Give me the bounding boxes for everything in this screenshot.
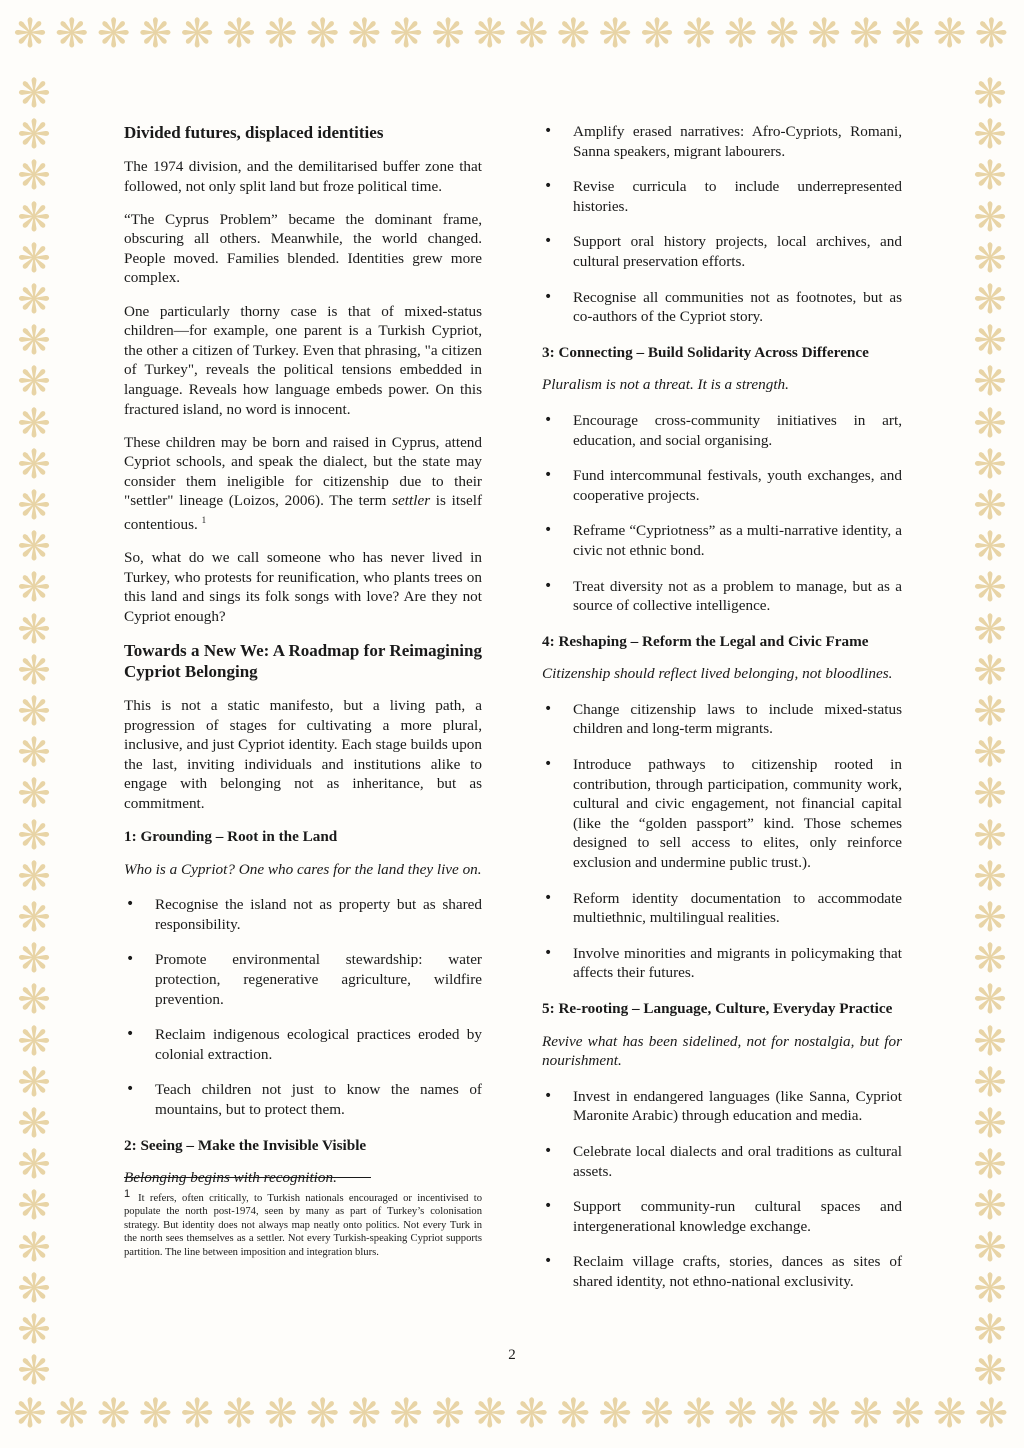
floral-motif-icon: ❋ bbox=[17, 812, 51, 859]
floral-motif-icon: ❋ bbox=[973, 812, 1007, 859]
floral-motif-icon: ❋ bbox=[17, 771, 51, 818]
floral-motif-icon: ❋ bbox=[17, 1183, 51, 1230]
footnote-divider bbox=[124, 1177, 371, 1178]
floral-motif-icon: ❋ bbox=[305, 1391, 340, 1437]
floral-motif-icon: ❋ bbox=[556, 11, 591, 57]
floral-motif-icon: ❋ bbox=[264, 11, 298, 57]
floral-motif-icon: ❋ bbox=[932, 1391, 967, 1437]
list-item: • Encourage cross-community initiatives in art, education, and social organising. bbox=[542, 411, 902, 450]
floral-motif-icon: ❋ bbox=[17, 524, 51, 571]
list-item: • Introduce pathways to citizenship rooted in contribution, through participation, community work, cultural and civic engagement, not financial capital (like the “golden passport” kind. Those schemes designed to sell access to elites, only reinforce exclusion and undermine public trust.). bbox=[542, 755, 902, 873]
stage-lead: Who is a Cypriot? One who cares for the land they live on. bbox=[124, 860, 482, 878]
floral-motif-icon: ❋ bbox=[347, 1391, 382, 1437]
floral-motif-icon: ❋ bbox=[17, 1142, 51, 1189]
list-item: • Reclaim village crafts, stories, dances as sites of shared identity, not ethno-national exclusivity. bbox=[542, 1252, 902, 1291]
floral-motif-icon: ❋ bbox=[891, 11, 925, 57]
floral-motif-icon: ❋ bbox=[431, 11, 465, 57]
footnote bbox=[124, 1188, 482, 1259]
floral-motif-icon: ❋ bbox=[17, 441, 51, 488]
floral-motif-icon: ❋ bbox=[222, 11, 256, 57]
list-item: • Invest in endangered languages (like Sanna, Cypriot Maronite Arabic) through education and media. bbox=[542, 1087, 902, 1126]
stage-heading: 5: Re-rooting – Language, Culture, Everyday Practice bbox=[542, 1000, 893, 1017]
floral-motif-icon: ❋ bbox=[473, 1391, 507, 1437]
floral-motif-icon: ❋ bbox=[17, 730, 51, 777]
floral-motif-icon: ❋ bbox=[973, 483, 1007, 529]
list-item: • Amplify erased narratives: Afro-Cypriots, Romani, Sanna speakers, migrant labourers. bbox=[542, 122, 902, 161]
list-item: • Recognise all communities not as footnotes, but as co-authors of the Cypriot story. bbox=[542, 288, 902, 327]
floral-motif-icon: ❋ bbox=[514, 1391, 549, 1437]
stage-3-list bbox=[542, 411, 902, 616]
floral-motif-icon: ❋ bbox=[973, 441, 1007, 488]
floral-motif-icon: ❋ bbox=[17, 400, 51, 447]
floral-motif-icon: ❋ bbox=[973, 112, 1007, 159]
floral-motif-icon: ❋ bbox=[17, 235, 51, 282]
floral-motif-icon: ❋ bbox=[222, 1391, 256, 1437]
floral-motif-icon: ❋ bbox=[17, 1307, 51, 1353]
floral-motif-icon: ❋ bbox=[973, 936, 1007, 983]
floral-motif-icon: ❋ bbox=[96, 11, 131, 57]
floral-motif-icon: ❋ bbox=[17, 1224, 51, 1271]
footnote-text: It refers, often critically, to Turkish nationals encouraged or incentivised to populate the north post-1974, seen by many as part of Turkey’s colonisation strategy. But identity does not always map neatly onto politics. Not every Turk in the north sees themselves as a settler. Not every Turkish-speaking Cypriot supports partition. The line between imposition and integration blurs. bbox=[124, 1193, 482, 1258]
list-item: • Fund intercommunal festivals, youth exchanges, and cooperative projects. bbox=[542, 466, 902, 505]
floral-motif-icon: ❋ bbox=[17, 606, 51, 653]
floral-motif-icon: ❋ bbox=[598, 1391, 632, 1437]
floral-motif-icon: ❋ bbox=[973, 153, 1007, 200]
paragraph: These children may be born and raised in Cyprus, attend Cypriot schools, and speak the dialect, but the state may consider them ineligible for citizenship due to their "settler" lineage (Loizos, 2006). The term settler is itself contentious. $^1$ bbox=[124, 433, 483, 534]
floral-motif-icon: ❋ bbox=[55, 1391, 89, 1437]
footnote-reference[interactable]: 1 bbox=[201, 515, 207, 525]
floral-motif-icon: ❋ bbox=[973, 1307, 1007, 1353]
decorative-border-top bbox=[0, 6, 1024, 62]
floral-motif-icon: ❋ bbox=[973, 895, 1007, 941]
floral-motif-icon: ❋ bbox=[973, 853, 1007, 900]
floral-motif-icon: ❋ bbox=[17, 112, 51, 159]
stage-5-list bbox=[542, 1087, 902, 1292]
paragraph: “The Cyprus Problem” became the dominant frame, obscuring all others. Meanwhile, the world changed. People moved. Families blended. Identities grew more complex. bbox=[124, 210, 482, 287]
stage-1-list bbox=[124, 895, 482, 1119]
floral-motif-icon: ❋ bbox=[389, 1391, 423, 1437]
floral-motif-icon: ❋ bbox=[17, 565, 51, 612]
list-item: • Recognise the island not as property but as shared responsibility. bbox=[124, 895, 482, 934]
list-item: • Reframe “Cypriotness” as a multi-narrative identity, a civic not ethnic bond. bbox=[542, 521, 902, 560]
paragraph: This is not a static manifesto, but a living path, a progression of stages for cultivating a more plural, inclusive, and just Cypriot identity. Each stage builds upon the last, inviting individuals and institutions alike to engage with belonging not as inheritance, but as commitment. bbox=[124, 697, 482, 812]
floral-motif-icon: ❋ bbox=[180, 1391, 214, 1437]
list-item: • Support oral history projects, local archives, and cultural preservation efforts. bbox=[542, 232, 902, 271]
floral-motif-icon: ❋ bbox=[598, 11, 632, 57]
floral-motif-icon: ❋ bbox=[17, 153, 51, 200]
floral-motif-icon: ❋ bbox=[973, 1348, 1007, 1386]
floral-motif-icon: ❋ bbox=[849, 1391, 883, 1437]
floral-motif-icon: ❋ bbox=[765, 1391, 800, 1437]
list-item: • Involve minorities and migrants in policymaking that affects their futures. bbox=[542, 944, 902, 983]
decorative-border-left bbox=[6, 62, 62, 1386]
stage-heading: 1: Grounding – Root in the Land bbox=[124, 828, 338, 846]
floral-motif-icon: ❋ bbox=[973, 1183, 1007, 1230]
stage-4-list bbox=[542, 700, 902, 983]
floral-motif-icon: ❋ bbox=[96, 1391, 131, 1437]
floral-motif-icon: ❋ bbox=[473, 11, 507, 57]
floral-motif-icon: ❋ bbox=[974, 11, 1009, 57]
floral-motif-icon: ❋ bbox=[973, 647, 1007, 694]
floral-motif-icon: ❋ bbox=[305, 11, 340, 57]
floral-motif-icon: ❋ bbox=[180, 11, 214, 57]
floral-motif-icon: ❋ bbox=[55, 11, 89, 57]
floral-motif-icon: ❋ bbox=[973, 524, 1007, 571]
floral-motif-icon: ❋ bbox=[973, 977, 1007, 1024]
floral-motif-icon: ❋ bbox=[973, 1059, 1007, 1106]
list-item: • Change citizenship laws to include mixed-status children and long-term migrants. bbox=[542, 700, 902, 739]
floral-motif-icon: ❋ bbox=[723, 11, 758, 57]
floral-motif-icon: ❋ bbox=[973, 277, 1007, 323]
list-item: • Reclaim indigenous ecological practices eroded by colonial extraction. bbox=[124, 1025, 482, 1064]
floral-motif-icon: ❋ bbox=[138, 1391, 173, 1437]
floral-motif-icon: ❋ bbox=[17, 1265, 51, 1312]
floral-motif-icon: ❋ bbox=[17, 853, 51, 900]
floral-motif-icon: ❋ bbox=[138, 11, 173, 57]
stage-lead: Pluralism is not a threat. It is a strength. bbox=[542, 376, 789, 394]
floral-motif-icon: ❋ bbox=[973, 1101, 1007, 1147]
list-item: • Promote environmental stewardship: water protection, regenerative agriculture, wildfire prevention. bbox=[124, 950, 482, 1009]
floral-motif-icon: ❋ bbox=[556, 1391, 591, 1437]
floral-motif-icon: ❋ bbox=[974, 1391, 1009, 1437]
floral-motif-icon: ❋ bbox=[891, 1391, 925, 1437]
floral-motif-icon: ❋ bbox=[973, 318, 1007, 365]
floral-motif-icon: ❋ bbox=[13, 1391, 47, 1437]
floral-motif-icon: ❋ bbox=[973, 730, 1007, 777]
list-item: • Revise curricula to include underrepresented histories. bbox=[542, 177, 902, 216]
floral-motif-icon: ❋ bbox=[807, 1391, 841, 1437]
floral-motif-icon: ❋ bbox=[347, 11, 382, 57]
left-column bbox=[124, 122, 482, 1204]
floral-motif-icon: ❋ bbox=[17, 895, 51, 941]
floral-motif-icon: ❋ bbox=[765, 11, 800, 57]
floral-motif-icon: ❋ bbox=[682, 11, 716, 57]
floral-motif-icon: ❋ bbox=[17, 318, 51, 365]
section-heading: Towards a New We: A Roadmap for Reimagining Cypriot Belonging bbox=[124, 641, 482, 682]
decorative-border-right bbox=[962, 62, 1018, 1386]
list-item: • Reform identity documentation to accommodate multiethnic, multilingual realities. bbox=[542, 889, 902, 928]
floral-motif-icon: ❋ bbox=[17, 1018, 51, 1065]
paragraph: The 1974 division, and the demilitarised buffer zone that followed, not only split land but froze political time. bbox=[124, 158, 482, 195]
floral-motif-icon: ❋ bbox=[973, 194, 1007, 241]
floral-motif-icon: ❋ bbox=[973, 1142, 1007, 1189]
floral-motif-icon: ❋ bbox=[973, 359, 1007, 406]
list-item: • Support community-run cultural spaces and intergenerational knowledge exchange. bbox=[542, 1197, 902, 1236]
floral-motif-icon: ❋ bbox=[431, 1391, 465, 1437]
floral-motif-icon: ❋ bbox=[849, 11, 883, 57]
floral-motif-icon: ❋ bbox=[932, 11, 967, 57]
floral-motif-icon: ❋ bbox=[640, 1391, 674, 1437]
floral-motif-icon: ❋ bbox=[17, 647, 51, 694]
floral-motif-icon: ❋ bbox=[973, 606, 1007, 653]
floral-motif-icon: ❋ bbox=[973, 565, 1007, 612]
floral-motif-icon: ❋ bbox=[17, 277, 51, 323]
floral-motif-icon: ❋ bbox=[682, 1391, 716, 1437]
floral-motif-icon: ❋ bbox=[17, 71, 51, 117]
list-item: • Teach children not just to know the names of mountains, but to protect them. bbox=[124, 1080, 482, 1119]
floral-motif-icon: ❋ bbox=[973, 235, 1007, 282]
stage-lead: Citizenship should reflect lived belonging, not bloodlines. bbox=[542, 665, 893, 683]
floral-motif-icon: ❋ bbox=[973, 1265, 1007, 1312]
stage-heading: 3: Connecting – Build Solidarity Across Difference bbox=[542, 343, 869, 361]
floral-motif-icon: ❋ bbox=[13, 11, 47, 57]
paragraph: One particularly thorny case is that of mixed-status children—for example, one parent is a Turkish Cypriot, the other a citizen of Turkey. Even that phrasing, "a citizen of Turkey", reveals the political tensions embedded in language. Reveals how language embeds power. On this fractured island, no word is innocent. bbox=[124, 302, 482, 418]
footnote-marker: 1 bbox=[124, 1188, 131, 1200]
floral-motif-icon: ❋ bbox=[17, 977, 51, 1024]
stage-heading: 4: Reshaping – Reform the Legal and Civic Frame bbox=[542, 632, 869, 650]
floral-motif-icon: ❋ bbox=[640, 11, 674, 57]
floral-motif-icon: ❋ bbox=[17, 1059, 51, 1106]
paragraph: So, what do we call someone who has never lived in Turkey, who protests for reunification, who plants trees on this land and sings its folk songs with love? Are they not Cypriot enough? bbox=[124, 549, 482, 625]
floral-motif-icon: ❋ bbox=[17, 936, 51, 983]
emphasis-term: settler bbox=[392, 492, 431, 510]
right-column bbox=[542, 122, 902, 1308]
floral-motif-icon: ❋ bbox=[17, 1101, 51, 1147]
floral-motif-icon: ❋ bbox=[973, 771, 1007, 818]
list-item: • Celebrate local dialects and oral traditions as cultural assets. bbox=[542, 1142, 902, 1181]
stage-2-list bbox=[542, 122, 902, 327]
floral-motif-icon: ❋ bbox=[973, 1018, 1007, 1065]
decorative-border-bottom bbox=[0, 1386, 1024, 1442]
stage-lead: Revive what has been sidelined, not for nostalgia, but for nourishment. bbox=[542, 1032, 902, 1070]
floral-motif-icon: ❋ bbox=[723, 1391, 758, 1437]
floral-motif-icon: ❋ bbox=[17, 194, 51, 241]
page-number: 2 bbox=[508, 1347, 516, 1363]
floral-motif-icon: ❋ bbox=[514, 11, 549, 57]
floral-motif-icon: ❋ bbox=[973, 689, 1007, 735]
floral-motif-icon: ❋ bbox=[973, 71, 1007, 117]
floral-motif-icon: ❋ bbox=[17, 483, 51, 529]
floral-motif-icon: ❋ bbox=[17, 1348, 51, 1386]
list-item: • Treat diversity not as a problem to manage, but as a source of collective intelligence. bbox=[542, 577, 902, 616]
floral-motif-icon: ❋ bbox=[389, 11, 423, 57]
floral-motif-icon: ❋ bbox=[973, 1224, 1007, 1271]
stage-lead: Belonging begins with recognition. bbox=[124, 1169, 337, 1187]
section-heading: Divided futures, displaced identities bbox=[124, 123, 384, 142]
floral-motif-icon: ❋ bbox=[807, 11, 841, 57]
floral-motif-icon: ❋ bbox=[17, 359, 51, 406]
floral-motif-icon: ❋ bbox=[264, 1391, 298, 1437]
floral-motif-icon: ❋ bbox=[973, 400, 1007, 447]
stage-heading: 2: Seeing – Make the Invisible Visible bbox=[124, 1136, 367, 1154]
floral-motif-icon: ❋ bbox=[17, 689, 51, 735]
